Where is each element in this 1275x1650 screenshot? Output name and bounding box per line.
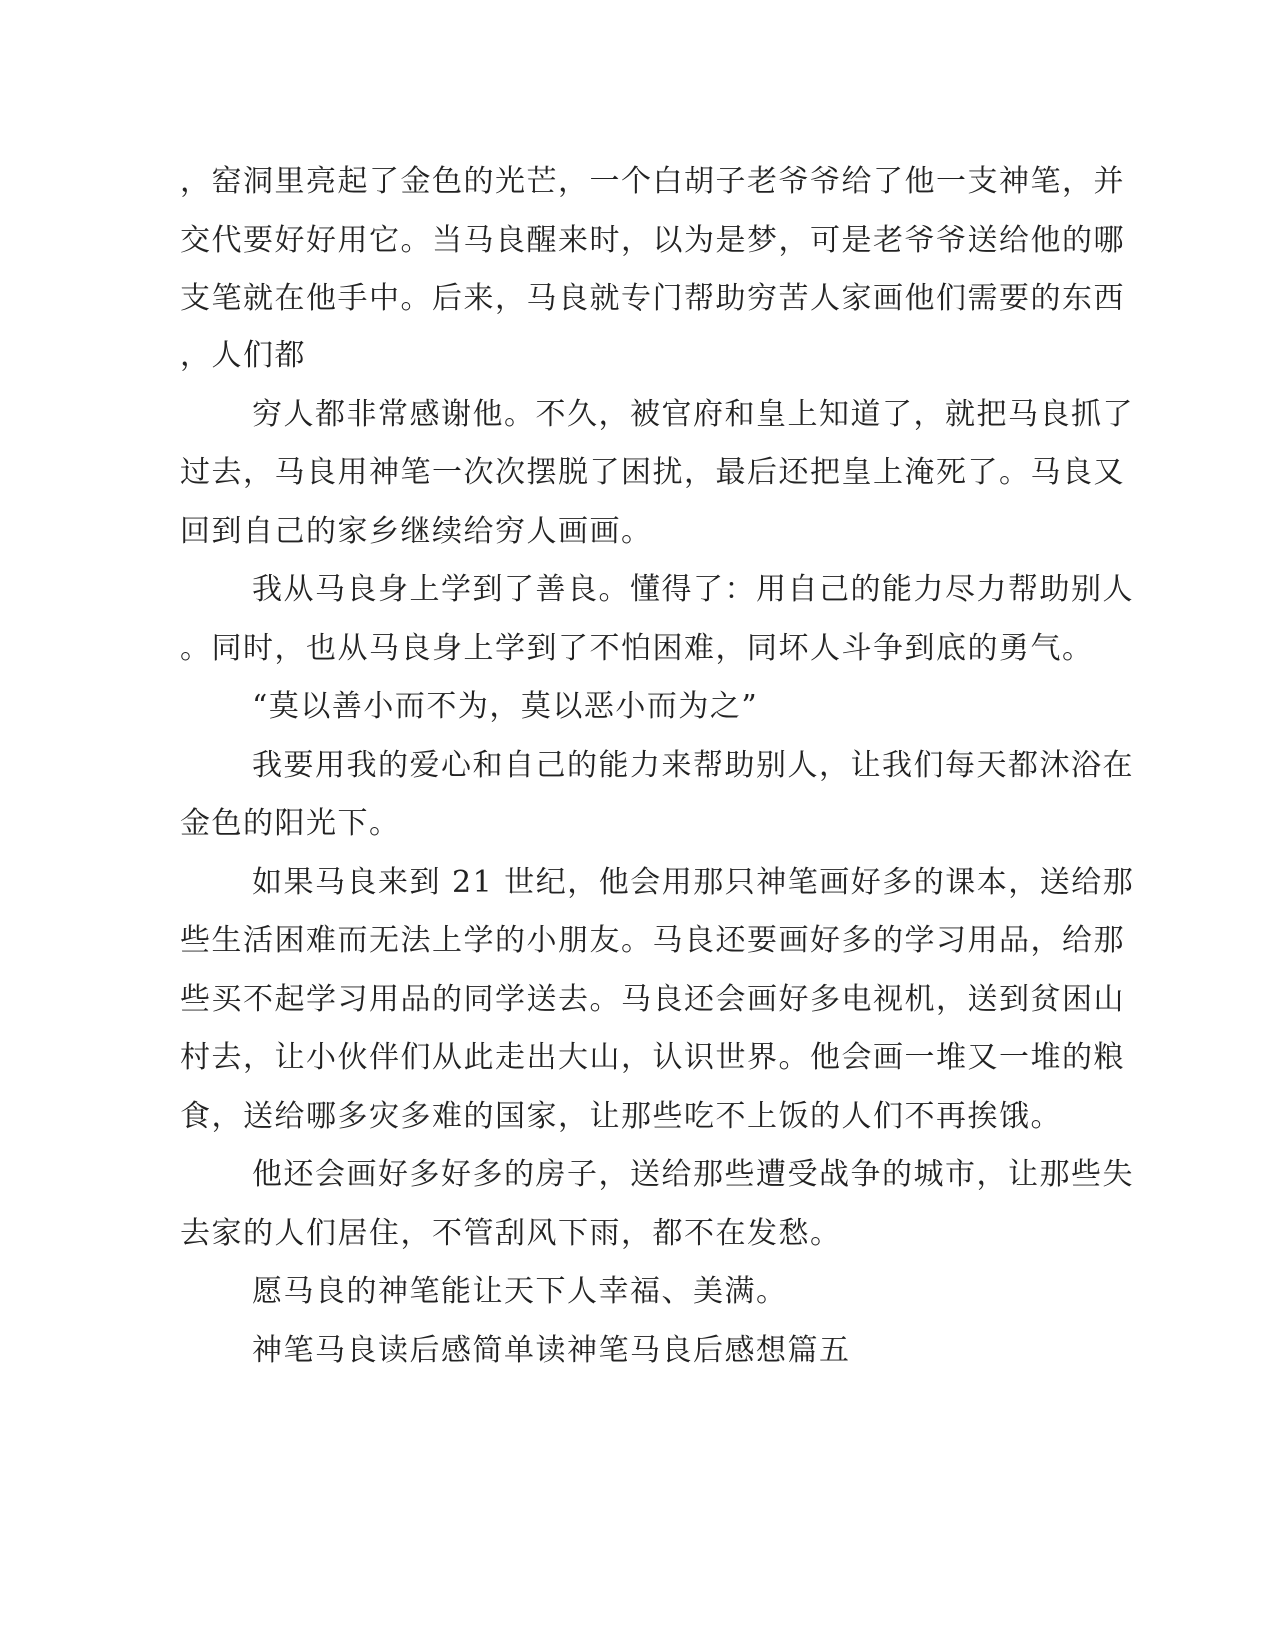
text-line: 回到自己的家乡继续给穷人画画。 <box>180 514 653 549</box>
text-line: 神笔马良读后感简单读神笔马良后感想篇五 <box>252 1333 851 1368</box>
text-line: ，人们都 <box>180 338 306 373</box>
text-line: 食，送给哪多灾多难的国家，让那些吃不上饭的人们不再挨饿。 <box>180 1099 1062 1134</box>
text-line: 金色的阳光下。 <box>180 806 401 841</box>
text-line: 我从马良身上学到了善良。懂得了：用自己的能力尽力帮助别人 <box>252 572 1134 607</box>
text-line: ，窑洞里亮起了金色的光芒，一个白胡子老爷爷给了他一支神笔，并 <box>180 164 1125 199</box>
text-line: 他还会画好多好多的房子，送给那些遭受战争的城市，让那些失 <box>252 1157 1134 1192</box>
text-line: 过去，马良用神笔一次次摆脱了困扰，最后还把皇上淹死了。马良又 <box>180 455 1125 490</box>
text-line: 。同时，也从马良身上学到了不怕困难，同坏人斗争到底的勇气。 <box>180 631 1094 666</box>
text-line: 交代要好好用它。当马良醒来时，以为是梦，可是老爷爷送给他的哪 <box>180 223 1125 258</box>
text-line: 如果马良来到 21 世纪，他会用那只神笔画好多的课本，送给那 <box>252 865 1135 900</box>
text-line: 些生活困难而无法上学的小朋友。马良还要画好多的学习用品，给那 <box>180 923 1125 958</box>
text-line: 些买不起学习用品的同学送去。马良还会画好多电视机，送到贫困山 <box>180 982 1125 1017</box>
text-line: 去家的人们居住，不管刮风下雨，都不在发愁。 <box>180 1216 842 1251</box>
text-line: 我要用我的爱心和自己的能力来帮助别人，让我们每天都沐浴在 <box>252 748 1134 783</box>
text-line: 愿马良的神笔能让天下人幸福、美满。 <box>252 1274 788 1309</box>
text-line: “莫以善小而不为，莫以恶小而为之” <box>252 689 759 724</box>
text-line: 支笔就在他手中。后来，马良就专门帮助穷苦人家画他们需要的东西 <box>180 281 1125 316</box>
text-line: 村去，让小伙伴们从此走出大山，认识世界。他会画一堆又一堆的粮 <box>180 1040 1125 1075</box>
text-line: 穷人都非常感谢他。不久，被官府和皇上知道了，就把马良抓了 <box>252 397 1134 432</box>
